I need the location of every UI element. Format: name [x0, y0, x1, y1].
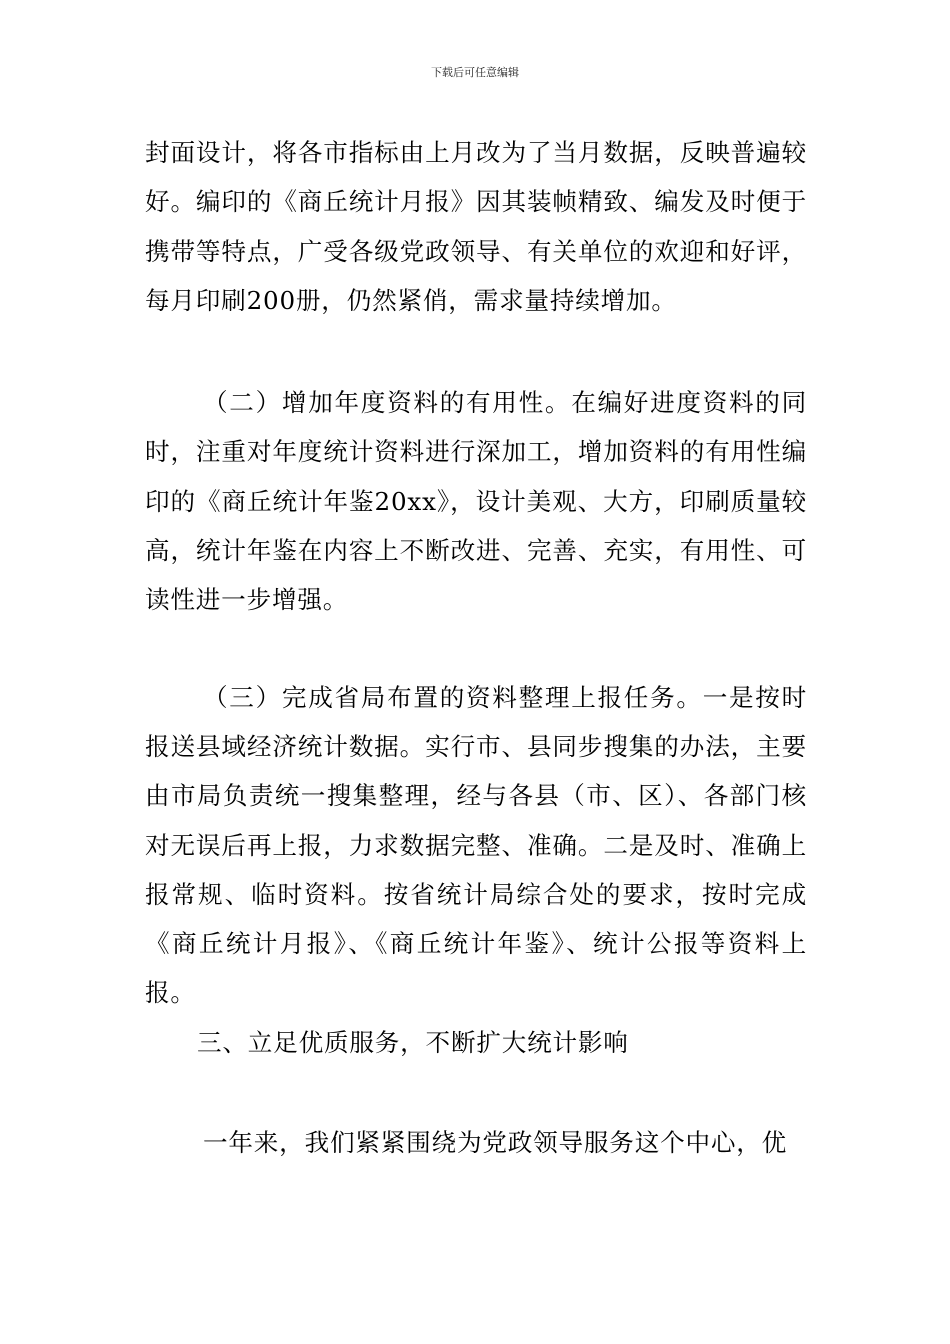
section-heading-quality-service: 三、立足优质服务，不断扩大统计影响	[197, 1027, 629, 1057]
document-body	[145, 128, 807, 1167]
paragraph-cover-design: 封面设计，将各市指标由上月改为了当月数据，反映普遍较好。编印的《商丘统计月报》因其装帧精致、编发及时便于携带等特点，广受各级党政领导、有关单位的欢迎和好评，每月印刷200册，仍然紧俏，需求量持续增加。	[145, 138, 807, 315]
paragraph-annual-data: （二）增加年度资料的有用性。在编好进度资料的同时，注重对年度统计资料进行深加工，增加资料的有用性编印的《商丘统计年鉴20xx》，设计美观、大方，印刷质量较高，统计年鉴在内容上不断改进、完善、充实，有用性、可读性进一步增强。	[145, 388, 807, 615]
paragraph-service-intro: 一年来，我们紧紧围绕为党政领导服务这个中心，优	[203, 1128, 788, 1158]
paragraph-provincial-tasks: （三）完成省局布置的资料整理上报任务。一是按时报送县域经济统计数据。实行市、县同步搜集的办法，主要由市局负责统一搜集整理，经与各县（市、区）、各部门核对无误后再上报，力求数据完整、准确。二是及时、准确上报常规、临时资料。按省统计局综合处的要求，按时完成《商丘统计月报》、《商丘统计年鉴》、统计公报等资料上报。	[145, 682, 807, 1008]
page-header-note: 下载后可任意编辑	[431, 66, 519, 79]
